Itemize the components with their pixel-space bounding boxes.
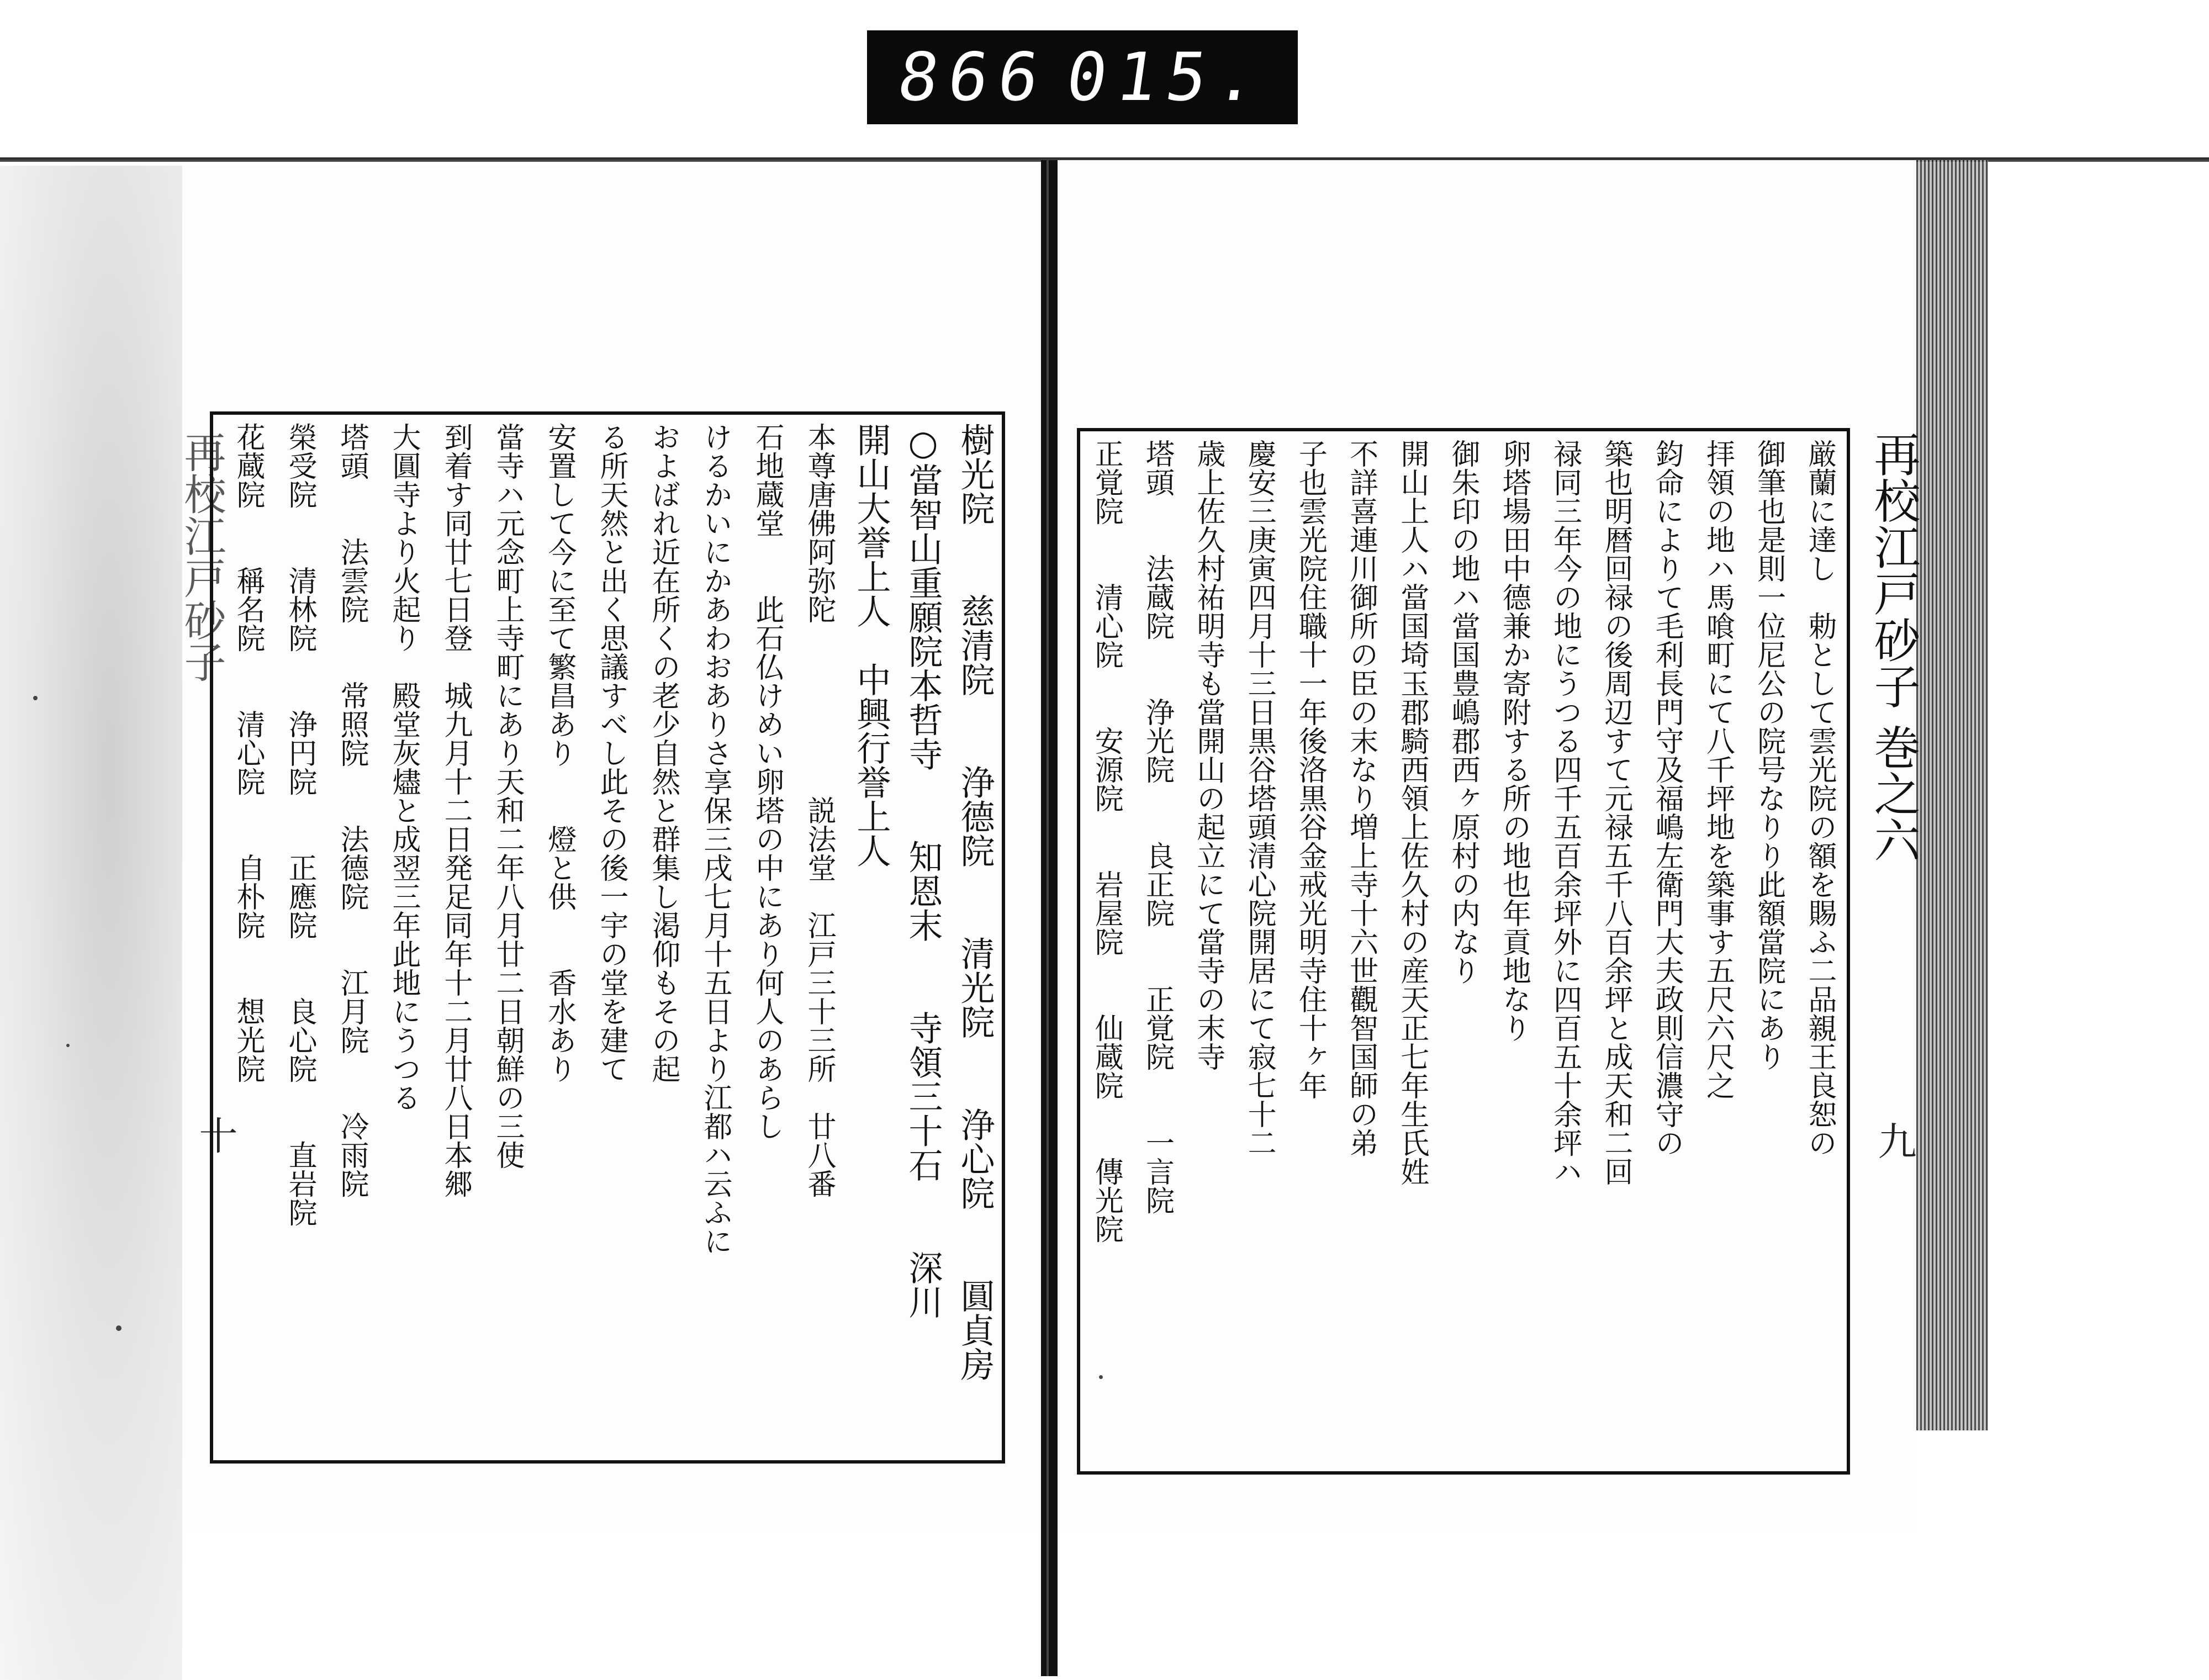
left-text-columns — [218, 422, 997, 1455]
text-column: る所天然と出く思議すべし此その後一宇の堂を建て — [595, 422, 628, 1083]
text-column: 卵塔場田中德兼か寄附する所の地也年貢地なり — [1497, 439, 1531, 1042]
text-column: 塔頭 法蔵院 浄光院 良正院 正覚院 一言院 — [1140, 439, 1174, 1214]
reel-number-right: 015. — [1061, 39, 1272, 116]
text-column: およばれ近在所くの老少自然と群集し渇仰もその起 — [647, 422, 680, 1083]
text-column: 花蔵院 稱名院 清心院 自朴院 想光院 — [231, 422, 265, 1083]
microfilm-reel-label — [867, 30, 1298, 124]
text-column: 石地蔵堂 此石仏けめい卵塔の中にあり何人のあらし — [751, 422, 784, 1140]
text-column: 御筆也是則一位尼公の院号なりり此額當院にあり — [1752, 439, 1785, 1071]
text-column: 厳蘭に達し 勅として雲光院の額を賜ふ二品親王良恕の — [1803, 439, 1836, 1157]
text-column: 鈞命によりて毛利長門守及福嶋左衛門大夫政則信濃守の — [1650, 439, 1684, 1157]
text-column: 不詳喜連川御所の臣の末なり増上寺十六世觀智国師の弟 — [1344, 439, 1378, 1157]
scan-speck — [1099, 1375, 1103, 1379]
scan-speck — [33, 696, 38, 700]
scan-speck — [116, 1325, 121, 1331]
scan-speck — [66, 1044, 70, 1047]
text-column: ○當智山重願院本哲寺 知恩末 寺領三十石 深川 — [903, 422, 943, 1319]
text-column: 慶安三庚寅四月十三日黒谷塔頭清心院開居にて寂七十二 — [1243, 439, 1276, 1157]
text-column: 到着す同廿七日登 城九月十二日発足同年十二月廿八日本郷 — [439, 422, 472, 1198]
text-column: 本尊唐佛阿弥陀 説法堂 江戸三十三所 廿八番 — [802, 422, 836, 1198]
text-column: 禄同三年今の地にうつる四千五百余坪外に四百五十余坪ハ — [1548, 439, 1582, 1186]
text-column: 樹光院 慈清院 浄德院 清光院 浄心院 圓貞房 — [955, 422, 995, 1381]
text-column: 子也雲光院住職十一年後洛黒谷金戒光明寺住十ヶ年 — [1293, 439, 1327, 1100]
text-column: 開山大誉上人 中興行誉上人 — [851, 422, 891, 868]
text-column: けるかいにかあわおありさ享保三戌七月十五日より江都ハ云ふに — [699, 422, 732, 1255]
text-column: 開山上人ハ當国埼玉郡騎西領上佐久村の産天正七年生氏姓 — [1395, 439, 1429, 1186]
left-page-shadow — [0, 166, 182, 1680]
text-column: 御朱印の地ハ當国豊嶋郡西ヶ原村の内なり — [1446, 439, 1480, 985]
text-column: 塔頭 法雲院 常照院 法德院 江月院 冷雨院 — [335, 422, 368, 1198]
text-column: 築也明暦回禄の後周辺すて元禄五千八百余坪と成天和二回 — [1599, 439, 1632, 1186]
text-column: 當寺ハ元念町上寺町にあり天和二年八月廿二日朝鮮の三使 — [491, 422, 524, 1169]
right-text-columns — [1085, 439, 1842, 1466]
text-column: 安置して今に至て繁昌あり 燈と供 香水あり — [543, 422, 576, 1083]
text-column: 歳上佐久村祐明寺も當開山の起立にて當寺の末寺 — [1191, 439, 1225, 1071]
left-page-number: 十 — [193, 1116, 238, 1154]
left-running-header: 再校江戸砂子 — [177, 431, 226, 683]
book-gutter — [1041, 160, 1058, 1676]
text-column: 榮受院 清林院 浄円院 正應院 良心院 直岩院 — [283, 422, 316, 1227]
right-page-number: 九 — [1872, 1121, 1917, 1160]
text-column: 正覚院 清心院 安源院 岩屋院 仙蔵院 傳光院 — [1090, 439, 1123, 1243]
text-column: 拝領の地ハ馬喰町にて八千坪地を築事す五尺六尺之 — [1701, 439, 1735, 1100]
right-running-header: 再校江戸砂子 巻之六 — [1867, 431, 1921, 863]
reel-number-left: 866 — [893, 39, 1054, 116]
text-column: 大圓寺より火起り 殿堂灰燼と成翌三年此地にうつる — [387, 422, 420, 1112]
